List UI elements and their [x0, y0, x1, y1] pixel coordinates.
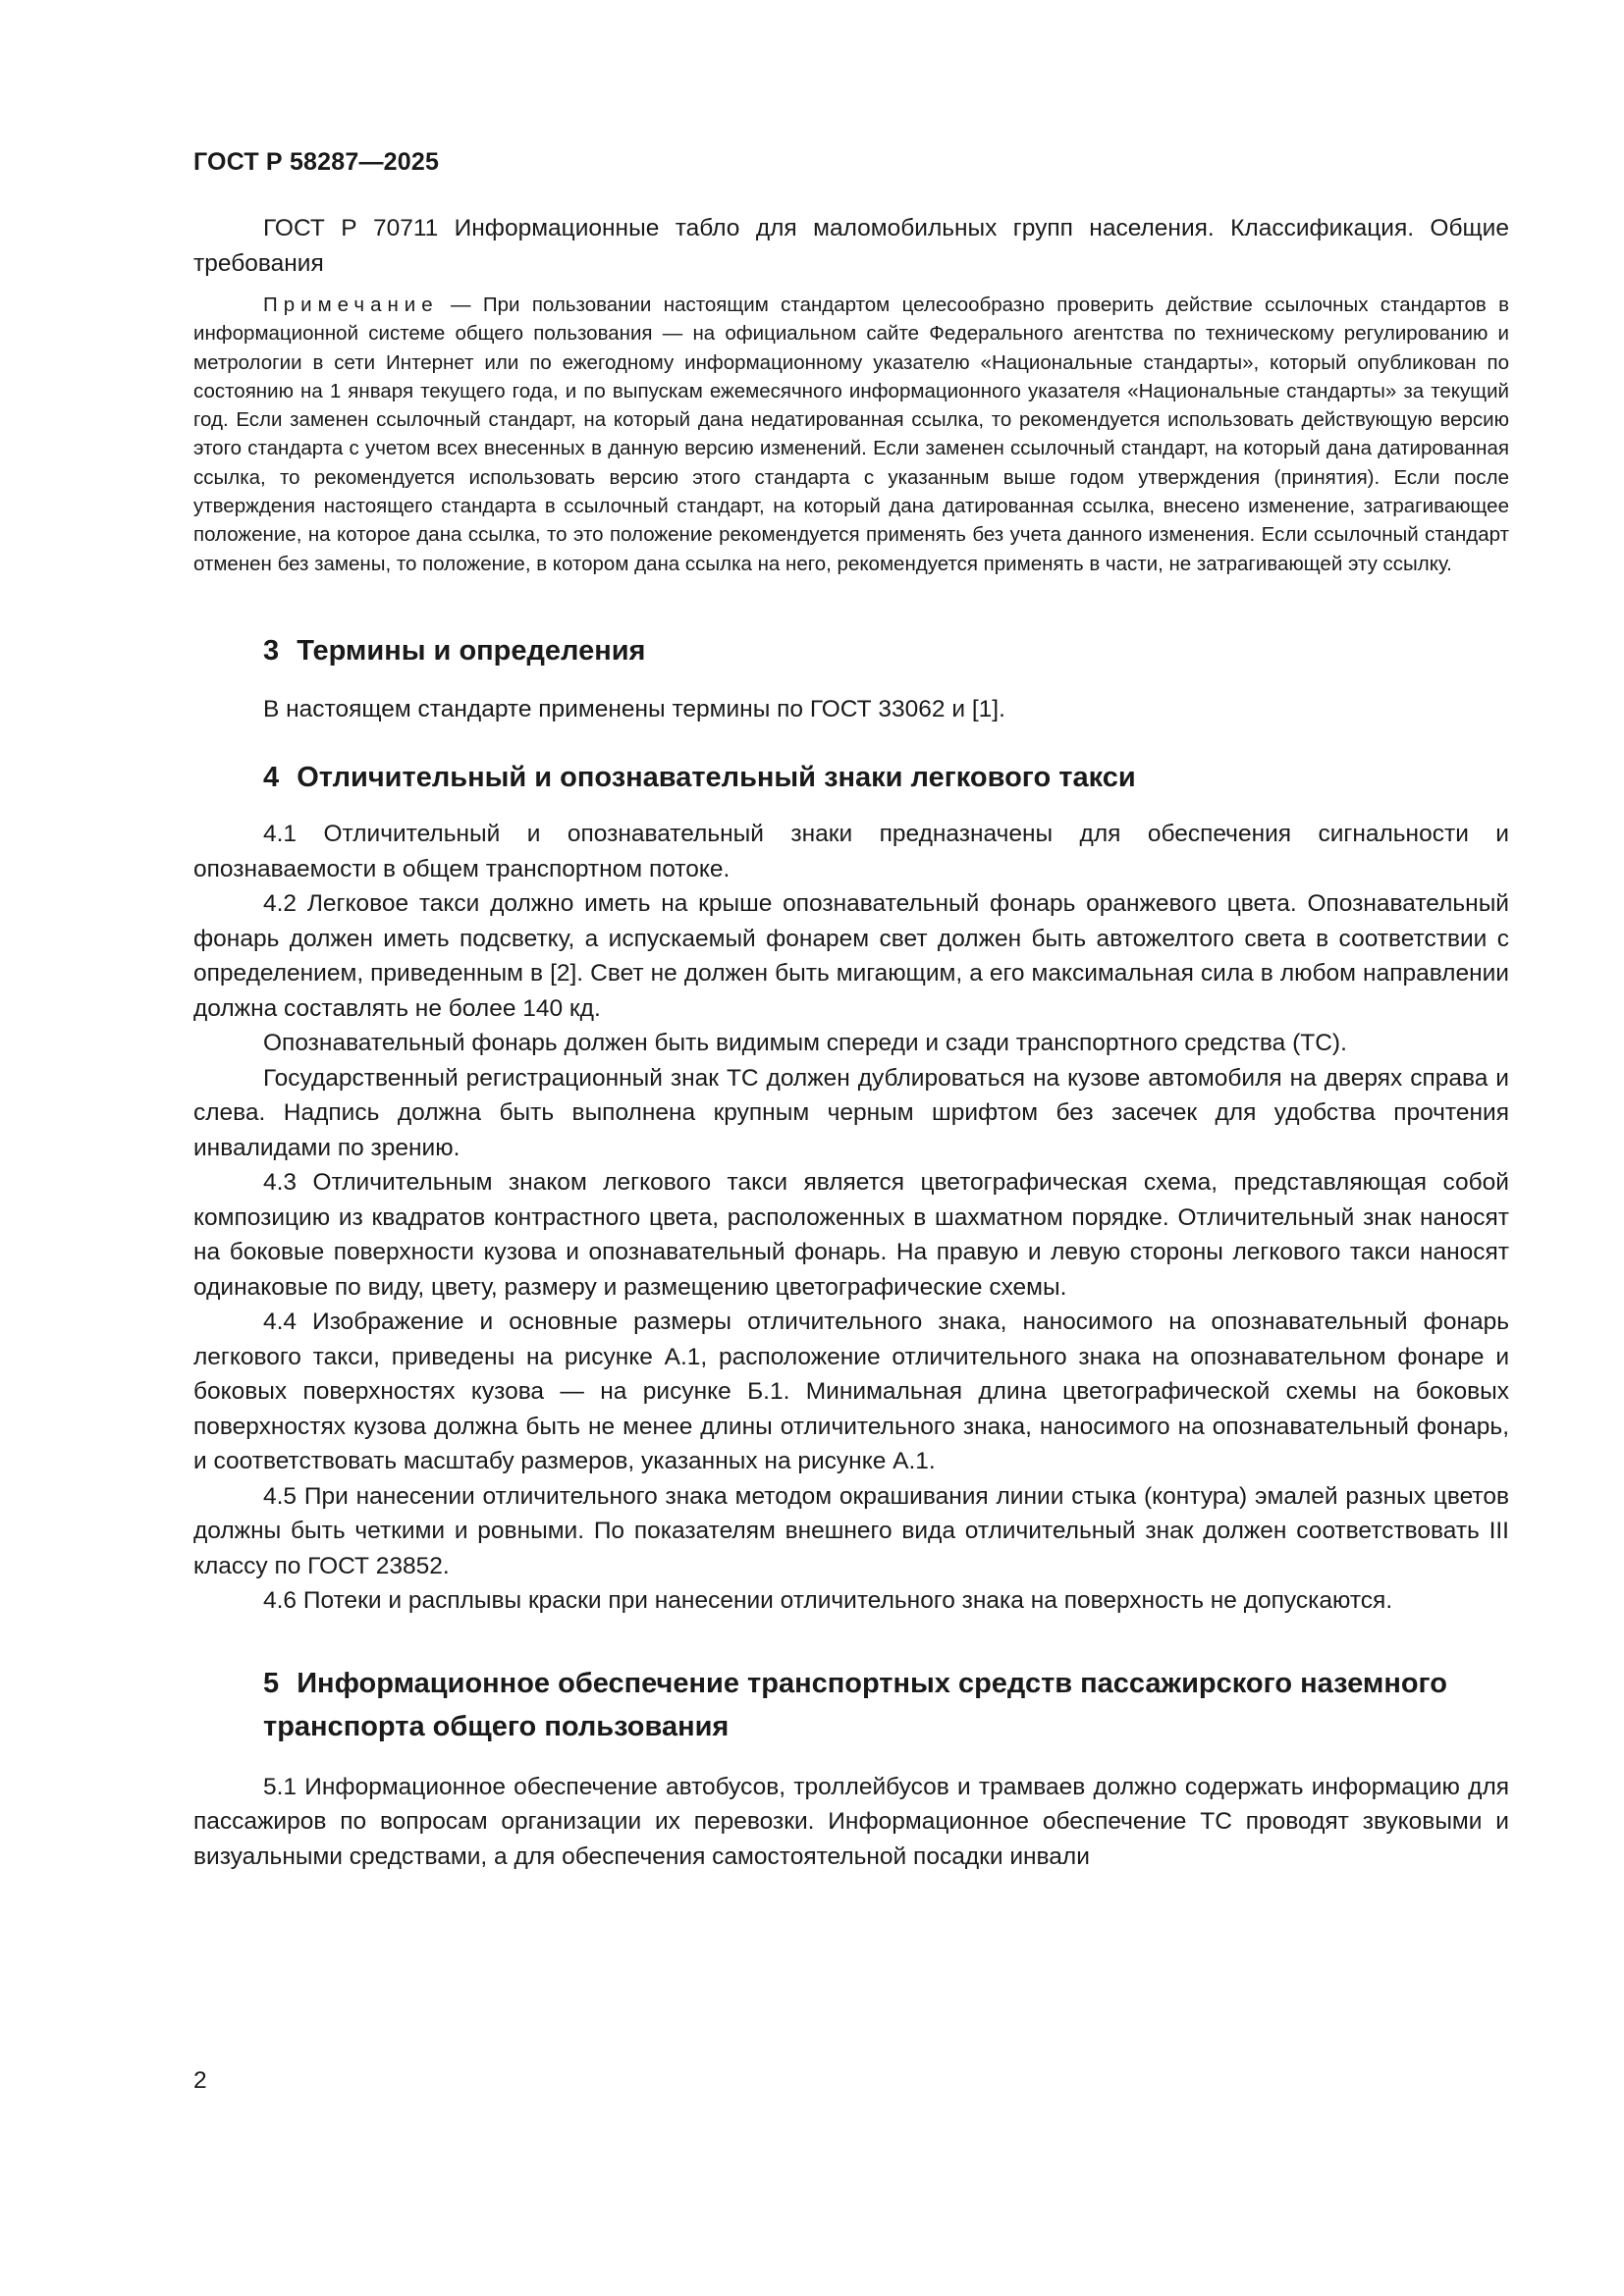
- section-4-body: [193, 817, 1509, 1619]
- section-number: 3: [263, 634, 280, 667]
- document-header-id: ГОСТ Р 58287—2025: [193, 148, 440, 176]
- section-3-paragraph: В настоящем стандарте применены термины по ГОСТ 33062 и [1].: [263, 695, 1005, 722]
- section-title: Термины и определения: [297, 634, 646, 667]
- clause-4-3: 4.3 Отличительным знаком легкового такси является цветографическая схема, представляющая собой композицию из квадратов контрастного цвета, расположенных в шахматном порядке. Отличительный знак наносят на боковые поверхности кузова и опознавательный фонарь. На правую и левую стороны легкового такси наносят одинаковые по виду, цвету, размеру и размещению цветографические схемы.: [193, 1169, 1509, 1301]
- note-label: Примечание: [263, 294, 439, 316]
- clause-4-2-visibility: Опознавательный фонарь должен быть видимым спереди и сзади транспортного средства (ТС).: [263, 1030, 1347, 1057]
- clause-4-1: 4.1 Отличительный и опознавательный знаки предназначены для обеспечения сигнальности и опознаваемости в общем транспортном потоке.: [193, 821, 1509, 882]
- section-number: 5: [263, 1667, 280, 1699]
- clause-4-4: 4.4 Изображение и основные размеры отличительного знака, наносимого на опознавательный фонарь легкового такси, приведены на рисунке А.1, расположение отличительного знака на опознавательном фонаре и боковых поверхностях кузова — на рисунке Б.1. Минимальная длина цветографической схемы на боковых поверхностях кузова должна быть не менее длины отличительного знака, наносимого на опознавательный фонарь, и соответствовать масштабу размеров, указанных на рисунке А.1.: [193, 1308, 1509, 1475]
- page-number: 2: [193, 2067, 207, 2094]
- section-title: Отличительный и опознавательный знаки легкового такси: [297, 762, 1136, 794]
- clause-4-5: 4.5 При нанесении отличительного знака методом окрашивания линии стыка (контура) эмалей разных цветов должны быть четкими и ровными. По показателям внешнего вида отличительный знак должен соответствовать III классу по ГОСТ 23852.: [193, 1482, 1509, 1579]
- clause-4-2: 4.2 Легковое такси должно иметь на крыше опознавательный фонарь оранжевого цвета. Опознавательный фонарь должен иметь подсветку, а испускаемый фонарем свет должен быть автожелтого света в соответствии с определением, приведенным в [2]. Свет не должен быть мигающим, а его максимальная сила в любом направлении должна составлять не более 140 кд.: [193, 890, 1509, 1022]
- clause-5-1: 5.1 Информационное обеспечение автобусов, троллейбусов и трамваев должно содержать информацию для пассажиров по вопросам организации их перевозки. Информационное обеспечение ТС проводят звуковыми и визуальными средствами, а для обеспечения самостоятельной посадки инвали: [193, 1773, 1509, 1870]
- section-4-heading: [193, 756, 1509, 799]
- section-3-heading: [193, 629, 1509, 672]
- clause-4-2-plate: Государственный регистрационный знак ТС должен дублироваться на кузове автомобиля на дверях справа и слева. Надпись должна быть выполнена крупным черным шрифтом без засечек для удобства прочтения инвалидами по зрению.: [193, 1064, 1509, 1161]
- note-text: — При пользовании настоящим стандартом целесообразно проверить действие ссылочных стандартов в информационной системе общего пользования — на официальном сайте Федерального агентства по техническому регулированию и метрологии в сети Интернет или по ежегодному информационному указателю «Национальные стандарты», который опубликован по состоянию на 1 января текущего года, и по выпускам ежемесячного информационного указателя «Национальные стандарты» за текущий год. Если заменен ссылочный стандарт, на который дана недатированная ссылка, то рекомендуется использовать действующую версию этого стандарта с учетом всех внесенных в данную версию изменений. Если заменен ссылочный стандарт, на который дана датированная ссылка, то рекомендуется использовать версию этого стандарта с указанным выше годом утверждения (принятия). Если после утверждения настоящего стандарта в ссылочный стандарт, на который дана датированная ссылка, внесено изменение, затрагивающее положение, на которое дана ссылка, то это положение рекомендуется применять без учета данного изменения. Если ссылочный стандарт отменен без замены, то положение, в котором дана ссылка на него, рекомендуется применять в части, не затрагивающей эту ссылку.: [193, 294, 1509, 575]
- document-page: [193, 147, 1509, 1874]
- section-number: 4: [263, 762, 280, 794]
- section-5-heading: [193, 1662, 1509, 1748]
- section-title: Информационное обеспечение транспортных средств пассажирского наземного транспорта общего пользования: [263, 1667, 1447, 1742]
- normative-reference-item: ГОСТ Р 70711 Информационные табло для маломобильных групп населения. Классификация. Общие требования: [193, 215, 1509, 277]
- reference-note: [193, 291, 1509, 578]
- clause-4-6: 4.6 Потеки и расплывы краски при нанесении отличительного знака на поверхность не допускаются.: [263, 1587, 1393, 1615]
